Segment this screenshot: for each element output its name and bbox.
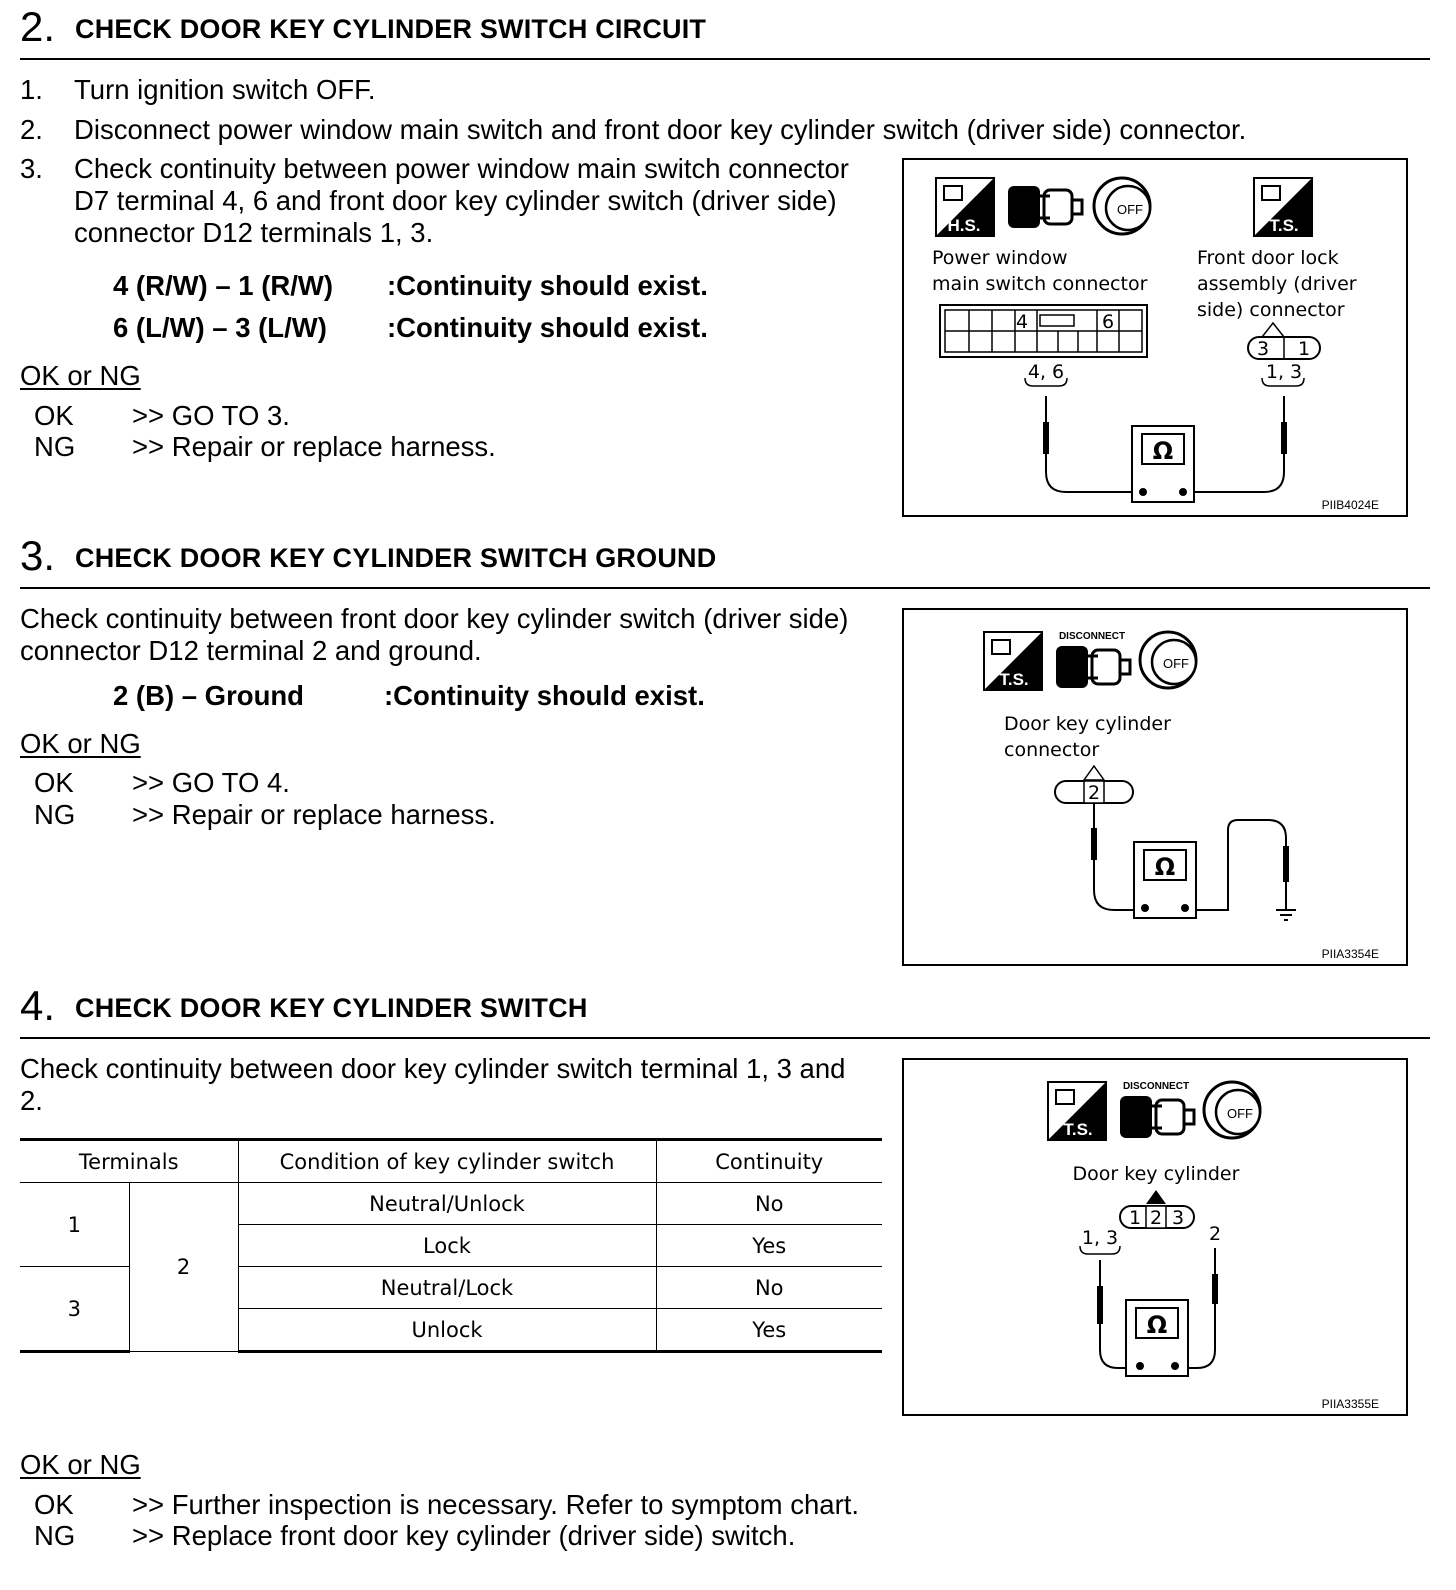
terminal-a-1: 1 [20,1183,129,1267]
continuity-cell: No [656,1183,882,1225]
disconnect-label: DISCONNECT [1122,1081,1190,1092]
step-2-rule [20,58,1430,60]
door-key-cylinder-connector [1120,1190,1194,1229]
door-lock-label-line-2: assembly (driver [1197,273,1357,295]
continuity-cell: No [656,1267,882,1309]
condition-cell: Lock [238,1225,656,1267]
step-2-ng-action: >> Repair or replace harness. [132,431,496,462]
step-3-ng-label: NG [34,799,76,830]
terminal-b: 2 [129,1183,238,1352]
main-switch-connector [940,305,1147,357]
main-switch-label-line-1: Power window [932,247,1068,269]
step-2-title: CHECK DOOR KEY CYLINDER SWITCH CIRCUIT [75,14,707,44]
connector-icon [1120,1096,1194,1138]
step-3-line-2: connector D12 terminal 2 and ground. [20,635,482,666]
step-3-diagram [902,608,1408,966]
step-3-ok-label: OK [34,767,74,798]
step-4-ok-action: >> Further inspection is necessary. Refer to symptom chart. [132,1489,860,1520]
step-4-ok-ng-heading: OK or NG [20,1449,141,1480]
step-2-item-3-number: 3. [20,153,43,184]
ignition-off-text: OFF [1117,202,1143,217]
terminal-continuity-table [20,1138,882,1353]
ohmmeter-icon [1134,842,1196,918]
main-switch-terminals-label: 4, 6 [1027,361,1065,383]
cylinder-pin-3: 3 [1171,1207,1185,1229]
ts-badge-text: T.S. [1063,1120,1093,1139]
step-4-ng-label: NG [34,1520,76,1551]
step-4-rule [20,1037,1430,1039]
step-3-spec-result: :Continuity should exist. [384,680,705,711]
terminal-a-3: 3 [20,1267,129,1352]
ignition-off-icon [1094,178,1150,234]
step-3-line-1: Check continuity between front door key cylinder switch (driver side) [20,603,849,634]
condition-cell: Unlock [238,1309,656,1352]
door-key-label-line-2: connector [1004,739,1100,761]
step-2-ok-action: >> GO TO 3. [132,400,290,431]
main-switch-pin-4: 4 [1015,311,1029,333]
step-3-rule [20,587,1430,589]
header-terminals: Terminals [20,1140,238,1183]
step-4-line-2: 2. [20,1085,43,1116]
step-4-title: CHECK DOOR KEY CYLINDER SWITCH [75,993,588,1023]
step-4-ok-label: OK [34,1489,74,1520]
step-4-diagram-svg [904,1060,1410,1418]
continuity-cell: Yes [656,1225,882,1267]
step-2-ok-ng-heading: OK or NG [20,360,141,391]
ts-badge-text: T.S. [1269,216,1299,235]
step-2-item-3-line-2: D7 terminal 4, 6 and front door key cylinder switch (driver side) [74,185,837,216]
step-2-item-1-number: 1. [20,74,43,105]
ignition-off-text: OFF [1227,1106,1253,1121]
step-4-line-1: Check continuity between door key cylinder switch terminal 1, 3 and [20,1053,846,1084]
step-2-diagram [902,158,1408,517]
step-2-spec-2-terminals: 6 (L/W) – 3 (L/W) [113,312,327,343]
step-3-diagram-svg [904,610,1410,968]
cylinder-pin-1: 1 [1128,1207,1142,1229]
condition-cell: Neutral/Unlock [238,1183,656,1225]
step-2-diagram-svg [904,160,1410,519]
hs-badge-text: H.S. [947,216,981,235]
continuity-cell: Yes [656,1309,882,1352]
step-2-spec-2-result: :Continuity should exist. [387,312,708,343]
step-2-ok-label: OK [34,400,74,431]
door-lock-pin-3: 3 [1256,338,1270,360]
step-3-ok-ng-heading: OK or NG [20,728,141,759]
door-key-connector [1055,766,1133,804]
table-header-row [20,1140,882,1183]
cylinder-left-terminals-label: 1, 3 [1081,1227,1119,1249]
door-lock-label-line-1: Front door lock [1197,247,1339,269]
step-3-ok-action: >> GO TO 4. [132,767,290,798]
door-lock-terminals-label: 1, 3 [1265,361,1303,383]
step-2-diagram-code: PIIB4024E [1321,498,1379,512]
ts-badge-text: T.S. [999,670,1029,689]
connector-icon [1056,646,1130,688]
step-2-spec-1-result: :Continuity should exist. [387,270,708,301]
door-lock-connector [1248,323,1320,360]
step-2-number: 2. [20,3,56,50]
door-lock-pin-1: 1 [1297,338,1311,360]
step-3-title: CHECK DOOR KEY CYLINDER SWITCH GROUND [75,543,717,573]
ohm-symbol: Ω [1154,853,1176,881]
header-condition: Condition of key cylinder switch [238,1140,656,1183]
ohm-symbol: Ω [1152,437,1174,465]
step-2-spec-1-terminals: 4 (R/W) – 1 (R/W) [113,270,333,301]
step-2-item-2-number: 2. [20,114,43,145]
step-2-item-3-line-1: Check continuity between power window main switch connector [74,153,849,184]
step-2-item-2-text: Disconnect power window main switch and front door key cylinder switch (driver side) connector. [74,114,1247,145]
step-3-number: 3. [20,532,56,579]
ground-symbol-icon [1276,908,1296,920]
step-2-ng-label: NG [34,431,76,462]
door-key-label-line-1: Door key cylinder [1004,713,1171,735]
step-4-ng-action: >> Replace front door key cylinder (driver side) switch. [132,1520,796,1551]
step-3-diagram-code: PIIA3354E [1321,947,1379,961]
connector-icon [1008,186,1082,228]
ohmmeter-icon [1126,1300,1188,1376]
ts-badge-icon [1254,178,1312,236]
step-4-diagram [902,1058,1408,1416]
step-4-diagram-code: PIIA3355E [1321,1397,1379,1411]
main-switch-pin-6: 6 [1101,311,1115,333]
ignition-off-icon [1204,1082,1260,1138]
step-2-item-1-text: Turn ignition switch OFF. [74,74,376,105]
ts-badge-icon [1048,1082,1106,1140]
header-continuity: Continuity [656,1140,882,1183]
ignition-off-text: OFF [1163,656,1189,671]
ts-badge-icon [984,632,1042,690]
ohmmeter-icon [1132,426,1194,502]
step-3-ng-action: >> Repair or replace harness. [132,799,496,830]
main-switch-label-line-2: main switch connector [932,273,1148,295]
ignition-off-icon [1140,632,1196,688]
step-2-item-3-line-3: connector D12 terminals 1, 3. [74,217,434,248]
step-4-number: 4. [20,982,56,1029]
condition-cell: Neutral/Lock [238,1267,656,1309]
hs-badge-icon [936,178,994,236]
disconnect-label: DISCONNECT [1058,631,1126,642]
table-row [20,1183,882,1225]
step-3-spec-terminals: 2 (B) – Ground [113,680,304,711]
door-key-pin-2: 2 [1087,782,1101,804]
door-key-cylinder-label: Door key cylinder [1072,1163,1240,1185]
cylinder-right-terminal-label: 2 [1208,1223,1222,1245]
ohm-symbol: Ω [1146,1311,1168,1339]
door-lock-label-line-3: side) connector [1197,299,1345,321]
cylinder-pin-2: 2 [1149,1207,1163,1229]
